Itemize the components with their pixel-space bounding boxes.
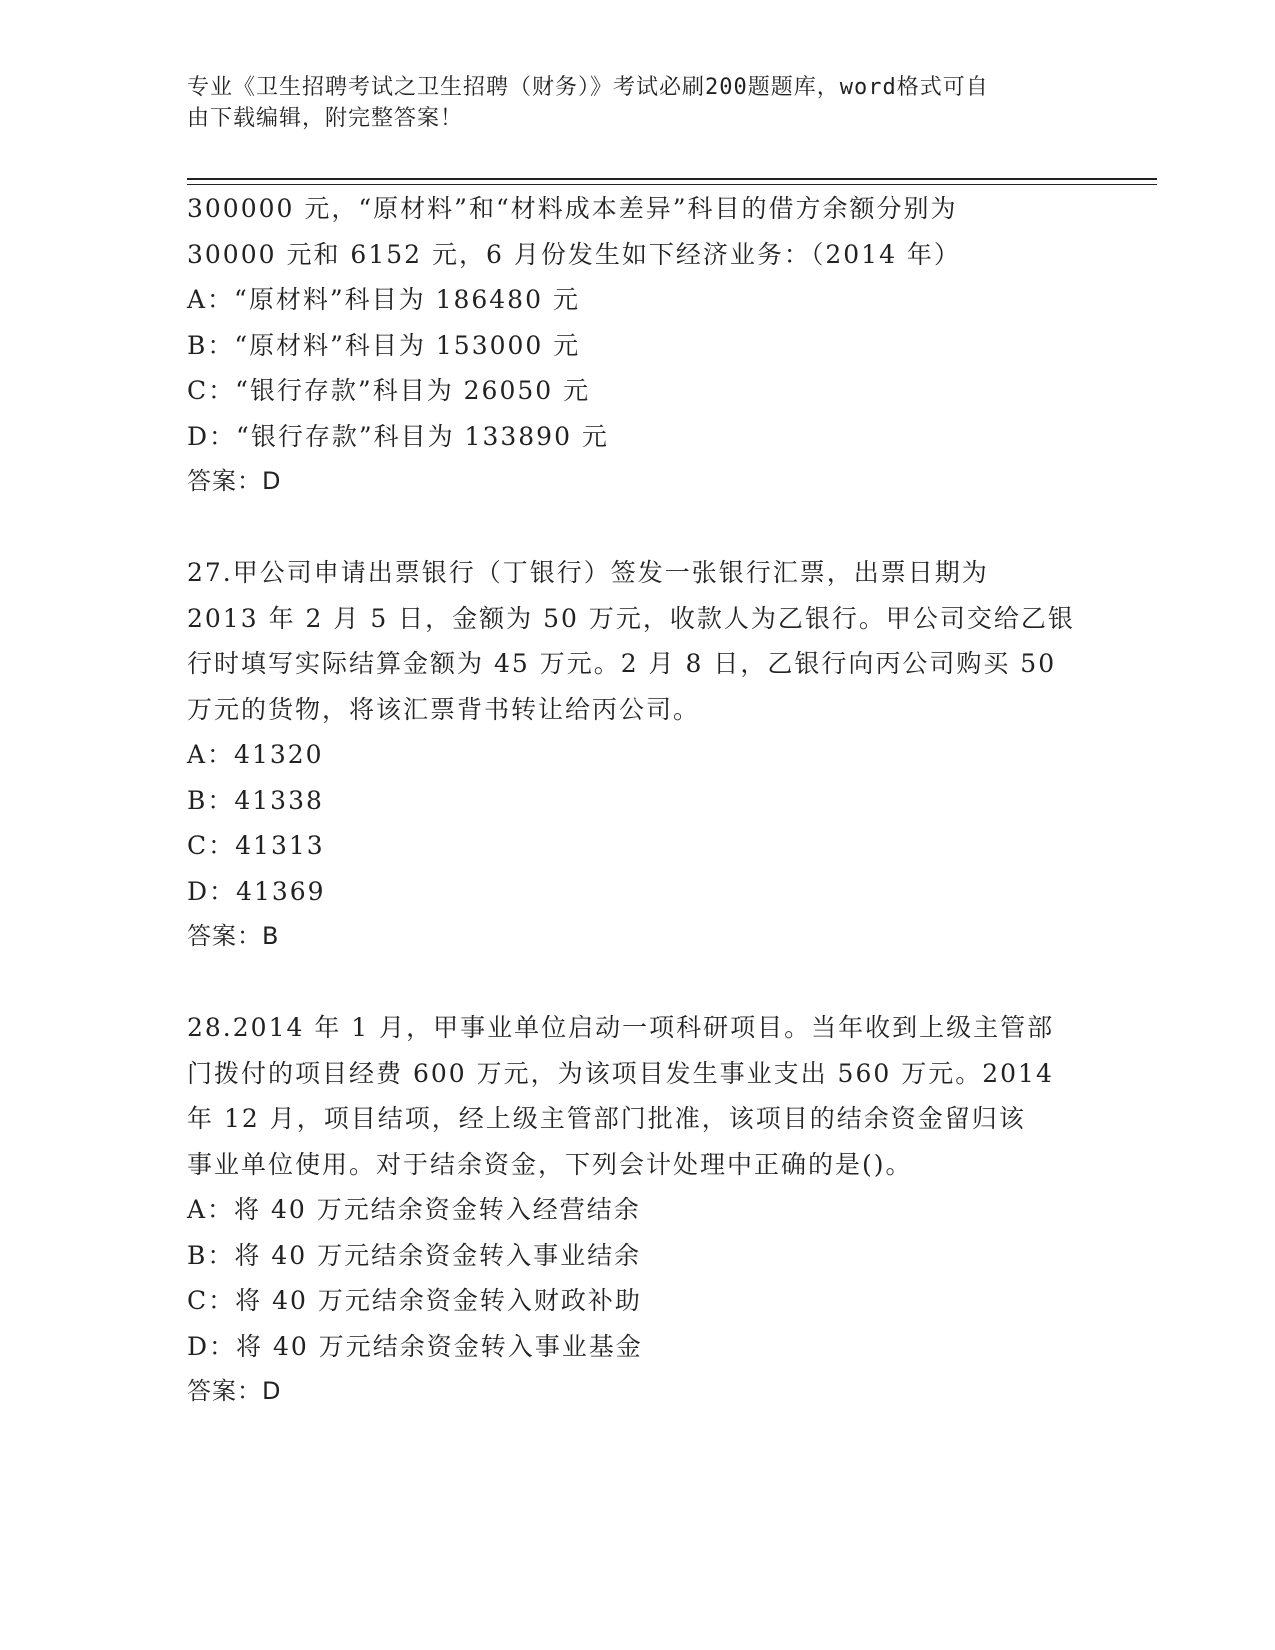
header-line: 由下载编辑，附完整答案！ [187,106,464,131]
answer-line: 答案：D [187,467,282,495]
document-header [187,72,1067,134]
option-d: D：41369 [187,876,326,906]
question-stem-line: 300000 元，“原材料”和“材料成本差异”科目的借方余额分别为 [187,194,958,223]
answer-line: 答案：D [187,1377,282,1405]
question-stem-line: 28.2014 年 1 月，甲事业单位启动一项科研项目。当年收到上级主管部 [187,1013,1055,1042]
option-b: B：41338 [187,785,324,815]
question-stem-line: 事业单位使用。对于结余资金，下列会计处理中正确的是()。 [187,1149,913,1179]
question-stem-line: 万元的货物，将该汇票背书转让给丙公司。 [187,694,701,724]
question-26 [187,186,1087,505]
question-stem-line: 30000 元和 6152 元，6 月份发生如下经济业务：（2014 年） [187,239,961,269]
header-divider [187,178,1157,180]
option-a: A：“原材料”科目为 186480 元 [187,285,580,314]
question-stem-line: 年 12 月，项目结项，经上级主管部门批准，该项目的结余资金留归该 [187,1104,1026,1133]
option-d: D：“银行存款”科目为 133890 元 [187,421,609,451]
option-d: D：将 40 万元结余资金转入事业基金 [187,1331,643,1361]
header-divider-thin [187,184,1157,185]
question-stem-line: 27.甲公司申请出票银行（丁银行）签发一张银行汇票，出票日期为 [187,558,989,587]
question-stem-line: 2013 年 2 月 5 日，金额为 50 万元，收款人为乙银行。甲公司交给乙银 [187,603,1075,633]
header-line: 专业《卫生招聘考试之卫生招聘（财务）》考试必刷200题题库，word格式可自 [187,75,989,100]
question-stem-line: 行时填写实际结算金额为 45 万元。2 月 8 日，乙银行向丙公司购买 50 [187,649,1057,678]
question-content [187,186,1087,1415]
option-b: B：“原材料”科目为 153000 元 [187,330,581,360]
question-28 [187,1005,1087,1415]
question-stem-line: 门拨付的项目经费 600 万元，为该项目发生事业支出 560 万元。2014 [187,1058,1054,1088]
option-a: A：41320 [187,740,324,769]
option-c: C：将 40 万元结余资金转入财政补助 [187,1286,642,1315]
option-c: C：“银行存款”科目为 26050 元 [187,376,591,405]
answer-line: 答案：B [187,922,280,950]
option-a: A：将 40 万元结余资金转入经营结余 [187,1195,641,1224]
question-27 [187,550,1087,960]
option-b: B：将 40 万元结余资金转入事业结余 [187,1240,642,1270]
option-c: C：41313 [187,831,325,860]
spacer [187,505,1087,551]
spacer [187,960,1087,1006]
